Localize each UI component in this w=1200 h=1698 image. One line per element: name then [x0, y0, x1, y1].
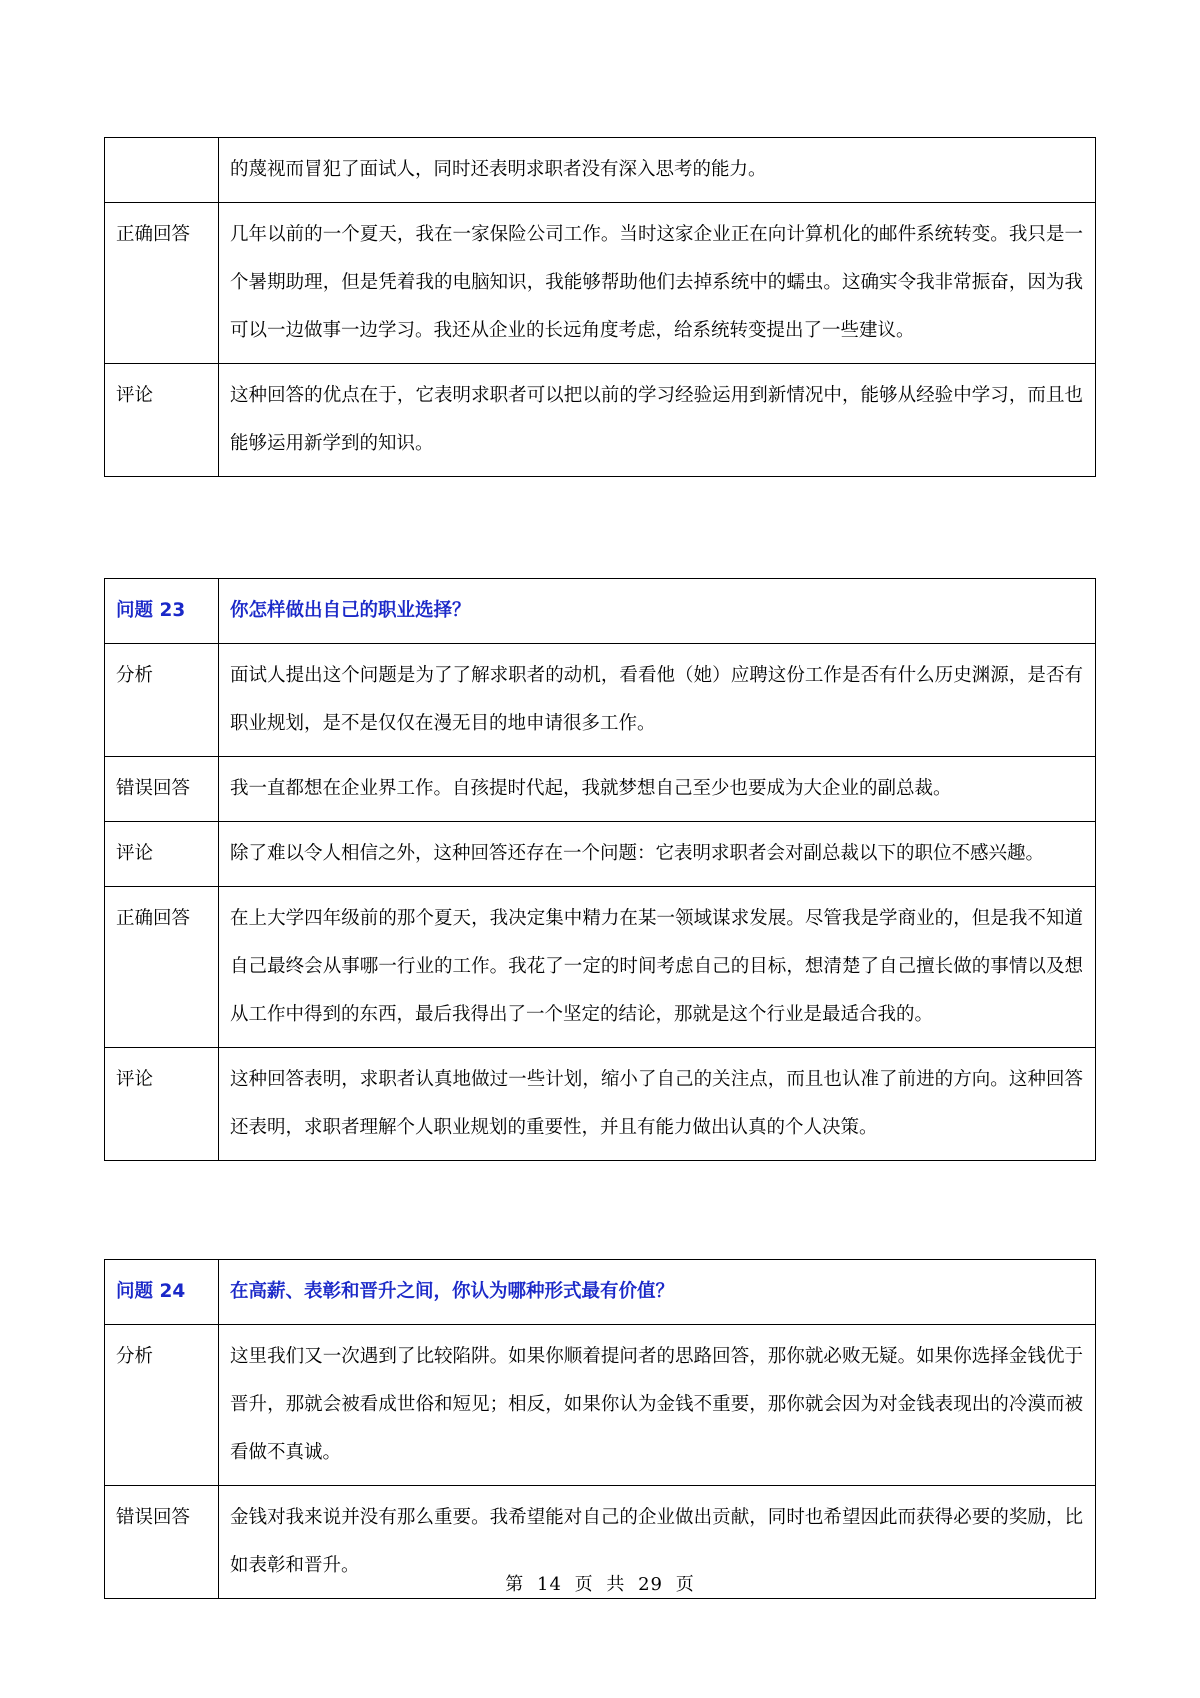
question-number: 问题 23: [105, 579, 219, 644]
table-row: [105, 364, 1096, 477]
row-text: 这种回答表明，求职者认真地做过一些计划，缩小了自己的关注点，而且也认准了前进的方向。这种回答还表明，求职者理解个人职业规划的重要性，并且有能力做出认真的个人决策。: [219, 1048, 1096, 1161]
row-text: 几年以前的一个夏天，我在一家保险公司工作。当时这家企业正在向计算机化的邮件系统转变。我只是一个暑期助理，但是凭着我的电脑知识，我能够帮助他们去掉系统中的蠕虫。这确实令我非常振奋，因为我可以一边做事一边学习。我还从企业的长远角度考虑，给系统转变提出了一些建议。: [219, 203, 1096, 364]
question-header-row: [105, 1260, 1096, 1325]
qa-table-question-24: [104, 1259, 1096, 1599]
row-text: 除了难以令人相信之外，这种回答还存在一个问题：它表明求职者会对副总裁以下的职位不感兴趣。: [219, 822, 1096, 887]
table-row: [105, 822, 1096, 887]
row-text: 在上大学四年级前的那个夏天，我决定集中精力在某一领域谋求发展。尽管我是学商业的，但是我不知道自己最终会从事哪一行业的工作。我花了一定的时间考虑自己的目标，想清楚了自己擅长做的事情以及想从工作中得到的东西，最后我得出了一个坚定的结论，那就是这个行业是最适合我的。: [219, 887, 1096, 1048]
row-label: 正确回答: [105, 203, 219, 364]
question-title: 在高薪、表彰和晋升之间，你认为哪种形式最有价值？: [219, 1260, 1096, 1325]
row-label: 分析: [105, 1325, 219, 1486]
row-label: 分析: [105, 644, 219, 757]
row-label: 评论: [105, 364, 219, 477]
qa-table-continuation: [104, 137, 1096, 477]
table-row: [105, 644, 1096, 757]
question-number: 问题 24: [105, 1260, 219, 1325]
question-title: 你怎样做出自己的职业选择？: [219, 579, 1096, 644]
row-text: 的蔑视而冒犯了面试人，同时还表明求职者没有深入思考的能力。: [219, 138, 1096, 203]
question-header-row: [105, 579, 1096, 644]
row-text: 面试人提出这个问题是为了了解求职者的动机，看看他（她）应聘这份工作是否有什么历史渊源，是否有职业规划，是不是仅仅在漫无目的地申请很多工作。: [219, 644, 1096, 757]
row-text: 这里我们又一次遇到了比较陷阱。如果你顺着提问者的思路回答，那你就必败无疑。如果你选择金钱优于晋升，那就会被看成世俗和短见；相反，如果你认为金钱不重要，那你就会因为对金钱表现出的冷漠而被看做不真诚。: [219, 1325, 1096, 1486]
table-row: [105, 1325, 1096, 1486]
row-text: 我一直都想在企业界工作。自孩提时代起，我就梦想自己至少也要成为大企业的副总裁。: [219, 757, 1096, 822]
row-text: 这种回答的优点在于，它表明求职者可以把以前的学习经验运用到新情况中，能够从经验中学习，而且也能够运用新学到的知识。: [219, 364, 1096, 477]
table-row: [105, 1048, 1096, 1161]
row-text: 金钱对我来说并没有那么重要。我希望能对自己的企业做出贡献，同时也希望因此而获得必要的奖励，比如表彰和晋升。: [219, 1486, 1096, 1599]
table-row: [105, 757, 1096, 822]
table-row: [105, 887, 1096, 1048]
row-label: 错误回答: [105, 1486, 219, 1599]
row-label: 评论: [105, 1048, 219, 1161]
row-label: 评论: [105, 822, 219, 887]
row-label: 错误回答: [105, 757, 219, 822]
table-row: [105, 138, 1096, 203]
row-label: [105, 138, 219, 203]
table-row: [105, 203, 1096, 364]
page-number-footer: 第 14 页 共 29 页: [505, 1574, 695, 1595]
row-label: 正确回答: [105, 887, 219, 1048]
qa-table-question-23: [104, 578, 1096, 1161]
